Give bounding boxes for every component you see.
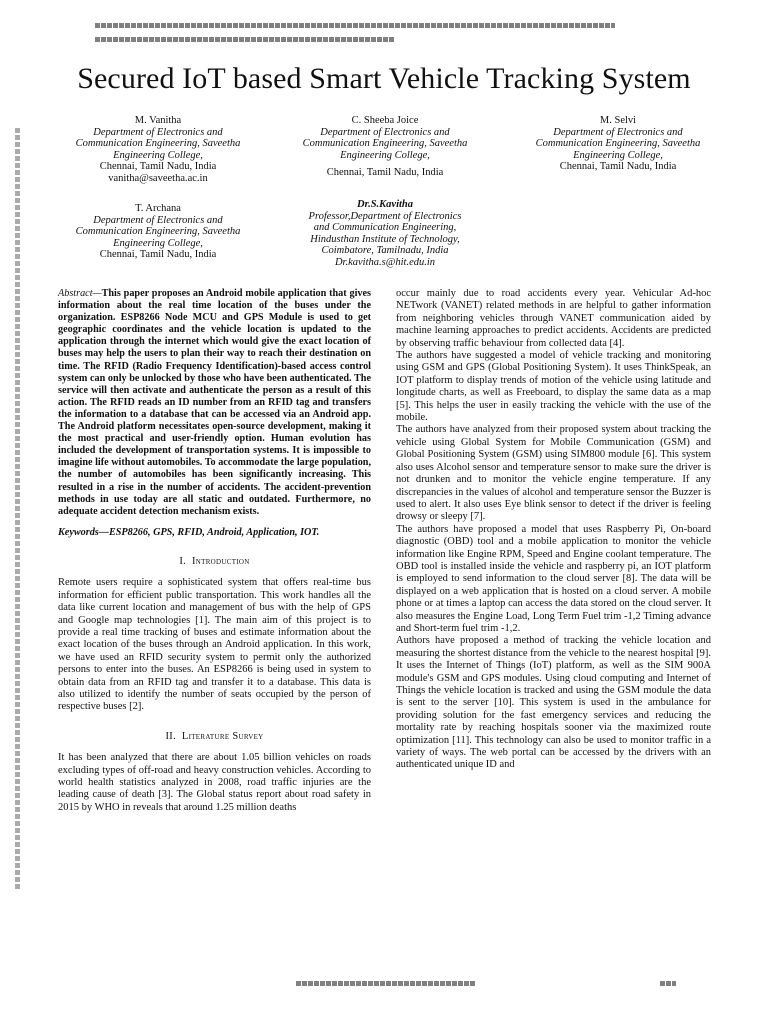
footer-text (296, 981, 476, 986)
body-paragraph: occur mainly due to road accidents every year. Vehicular Ad-hoc NETwork (VANET) related methods in are helpful to gather information from neighboring vehicles through VANET communication aided by machine learning approaches to predict accidents. Accidents are predicted by observing traffic behaviour from collected data [4]. (396, 288, 711, 349)
side-margin-text (15, 128, 20, 890)
author-affiliation: Engineering College, (113, 149, 203, 161)
header-running-text-2 (95, 37, 395, 42)
author-affiliation: and Communication Engineering, (313, 222, 457, 234)
body-paragraph: The authors have analyzed from their proposed system about tracking the vehicle using Global System for Mobile Communication (GSM) and Global Positioning System (GSM) using SIM800 module [6]. This system also uses Alcohol sensor and temperature sensor to make sure the driver is not drunken and to monitor the vehicle engine temperature. If any discrepancies in the values of alcohol and temperature sensor the Buzzer is used to alert. It also uses Eye blink sensor to detect if the driver is feeling drowsy or sleepy [7]. (396, 424, 711, 523)
author-location: Chennai, Tamil Nadu, India (559, 161, 677, 173)
author-block-3 (518, 115, 718, 173)
author-email: vanitha@saveetha.ac.in (108, 172, 208, 184)
section-heading-literature-survey (58, 731, 371, 743)
author-email: Dr.kavitha.s@hit.edu.in (334, 256, 436, 268)
author-block-1 (58, 115, 258, 185)
author-location: Chennai, Tamil Nadu, India (99, 249, 217, 261)
abstract (58, 288, 371, 518)
author-affiliation: Hindusthan Institute of Technology, (310, 233, 460, 245)
author-affiliation: Communication Engineering, Saveetha (75, 226, 241, 238)
introduction-text: Remote users require a sophisticated system that offers real-time bus information for efficient public transportation. This work handles all the data like current location and management of bus with the help of GPS and Google map technologies [1]. The main aim of this project is to provide a real time tracking of buses and estimate information about the exact location of the buses through an Android application. In this work, we have used an RFID security system to permit only the authorized persons to enter into the buses. An ESP8266 is being used in system to obtain data from an RFID tag and transfer it to a database. This data is also utilized to identify the number of seats occupied by the person of respective buses [2]. (58, 577, 371, 713)
section-title: Literature Survey (181, 730, 264, 742)
abstract-label: Abstract— (58, 288, 102, 299)
author-affiliation: Department of Electronics and (93, 126, 223, 138)
author-affiliation: Communication Engineering, Saveetha (535, 138, 701, 150)
section-heading-introduction (58, 556, 371, 568)
author-affiliation: Department of Electronics and (93, 214, 223, 226)
author-name: M. Selvi (599, 115, 637, 126)
body-paragraph: The authors have proposed a model that uses Raspberry Pi, On-board diagnostic (OBD) tool and a mobile application to monitor the vehicle information like Engine RPM, Speed and Engine coolant temperature. The OBD tool is installed inside the vehicle and raspberry pi, an IOT platform is employed to send information to the cloud server [8]. The data will be displayed on a web application that is hosted on a cloud server. A mobile phone or at times a laptop can access the data stored on the cloud server. It also measures the Engine Load, Long Term Fuel trim -1,2 Timing advance and Short-term fuel trim -1,2. (396, 523, 711, 634)
author-block-5 (285, 199, 485, 269)
author-affiliation: Professor,Department of Electronics (308, 210, 462, 222)
author-affiliation: Communication Engineering, Saveetha (75, 138, 241, 150)
author-affiliation: Communication Engineering, Saveetha (302, 138, 468, 150)
author-affiliation: Engineering College, (340, 149, 430, 161)
page-number (660, 981, 676, 986)
author-name: Dr.S.Kavitha (356, 199, 414, 210)
author-location: Chennai, Tamil Nadu, India (99, 161, 217, 173)
author-affiliation: Engineering College, (113, 237, 203, 249)
section-title: Introduction (191, 555, 250, 567)
author-affiliation: Engineering College, (573, 149, 663, 161)
left-column (58, 288, 371, 814)
body-paragraph: The authors have suggested a model of vehicle tracking and monitoring using GSM and GPS (Global Positioning System). It uses ThinkSpeak, an IOT platform to display trends of motion of the vehicle using latitude and longitude charts, as well as Freeboard, to display the same data as a map [5]. This helps the user in easily tracking the vehicle with the use of the mobile. (396, 350, 711, 424)
keywords: Keywords—ESP8266, GPS, RFID, Android, Application, IOT. (58, 526, 320, 538)
paper-title: Secured IoT based Smart Vehicle Tracking System (77, 62, 691, 95)
author-name: M. Vanitha (134, 115, 182, 126)
author-affiliation: Department of Electronics and (320, 126, 450, 138)
section-number: I. (179, 555, 187, 567)
author-block-2 (285, 115, 485, 179)
author-name: C. Sheeba Joice (351, 115, 419, 126)
body-paragraph: Authors have proposed a method of tracking the vehicle location and measuring the shortest distance from the vehicle to the nearest hospital [9]. It uses the Internet of Things (IoT) platform, as well as the SIM 900A module's GSM and GPS modules. Using cloud computing and Internet of Things the vehicle location is tracked and using the GSM module the data is sent to the server [10]. This system is used in the ambulance for providing solution for the fast emergency services and reducing the mortality rate by reaching hospitals sooner via the maximized route optimization [11]. This technology can also be used to monitor traffic in a variety of ways. The web portal can be accessed by the drivers with an authenticated unique ID and (396, 635, 711, 771)
author-location: Chennai, Tamil Nadu, India (326, 167, 444, 179)
literature-survey-text: It has been analyzed that there are about 1.05 billion vehicles on roads excluding types of off-road and heavy construction vehicles. According to world health statistics analyzed in 2008, road traffic injuries are the leading cause of death [3]. The Global status report about road safety in 2015 by WHO in reveals that around 1.25 million deaths (58, 752, 371, 813)
right-column (396, 288, 711, 772)
header-running-text (95, 23, 615, 28)
author-name: T. Archana (135, 203, 181, 214)
author-affiliation: Coimbatore, Tamilnadu, India (321, 245, 449, 257)
author-affiliation: Department of Electronics and (553, 126, 683, 138)
author-block-4 (58, 203, 258, 261)
abstract-text: This paper proposes an Android mobile application that gives information about the real time location of the buses under the organization. ESP8266 Node MCU and GPS Module is used to get geographic coordinates and the vehicle location is updated to the application through the internet which would give the exact location of buses may help the users to plan their way to reach their destination on time. The RFID (Radio Frequency Identification)-based access control system can only be unlocked by those who have been authenticated. The service will then activate and authenticate the person as a result of this action. The RFID reads an ID number from an RFID tag and transfers the information to a database that can be accessed via an Android app. The Android platform necessitates open-source development, making it the most practical and user-friendly option. Human evolution has included the development of transportation systems. It is impossible to imagine life without automobiles. To accommodate the large population, the number of automobiles has been significantly increasing. This resulted in a rise in the number of accidents. The accident-prevention methods in use today are all static and outdated. Furthermore, no adequate accident detection mechanism exists. (58, 288, 371, 517)
section-number: II. (165, 730, 177, 742)
